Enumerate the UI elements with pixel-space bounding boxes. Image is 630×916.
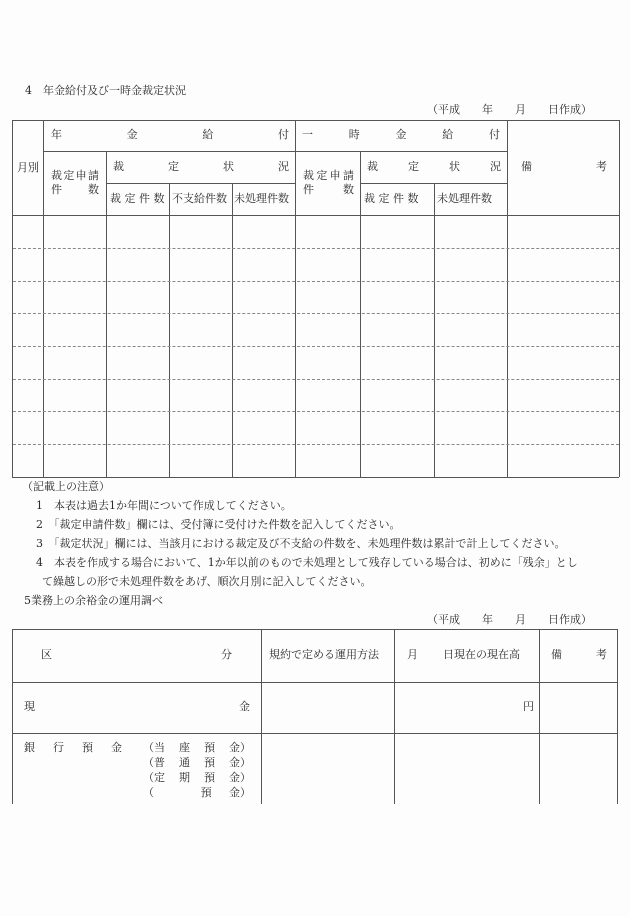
note-item-1: 1 本表は過去1か年間について作成してください。 xyxy=(36,499,292,512)
header-pension: 年 金 給 付 xyxy=(51,128,289,141)
header-remarks: 備 考 xyxy=(521,160,607,173)
row-cash-label: 現 金 xyxy=(24,700,250,713)
section4-date-line: （平成 年 月 日作成） xyxy=(427,103,592,116)
header-decided: 裁 定 件 数 xyxy=(110,192,165,205)
header-apply-count: 裁 定 申 請 xyxy=(51,169,99,182)
note-item-4: 4 本表を作成する場合において、1か年以前のもので未処理として残存している場合は、初めに「残余」とし xyxy=(36,556,578,569)
header-status: 裁 定 状 況 xyxy=(113,160,289,173)
note-item-2: 2 「裁定申請件数」欄には、受付簿に受付けた件数を記入してください。 xyxy=(36,518,401,531)
header-balance-month: 月 xyxy=(407,648,418,661)
bank-type-ordinary: （普 通 預 金） xyxy=(143,756,251,769)
header-lump-sum: 一 時 金 給 付 xyxy=(302,128,500,141)
section5-title: 5業務上の余裕金の運用調べ xyxy=(24,594,163,607)
header-method: 規約で定める運用方法 xyxy=(269,648,379,661)
header-month: 月別 xyxy=(17,161,39,174)
header-lump-status: 裁 定 状 況 xyxy=(367,160,501,173)
header-category: 区 分 xyxy=(41,648,232,661)
bank-type-other: （ 預 金） xyxy=(143,786,251,799)
header-lump-pending: 未処理件数 xyxy=(437,192,492,205)
notes-heading: （記載上の注意） xyxy=(22,480,110,493)
header-lump-apply-count: 裁 定 申 請 xyxy=(303,169,354,182)
header-pending: 未処理件数 xyxy=(234,192,289,205)
note-item-4-cont: て繰越しの形で未処理件数をあげ、順次月別に記入してください。 xyxy=(42,575,372,588)
header-lump-decided: 裁 定 件 数 xyxy=(364,192,419,205)
row-bank-label: 銀 行 預 金 xyxy=(24,741,122,754)
bank-type-fixed: （定 期 預 金） xyxy=(143,771,251,784)
header-apply-count-2: 件 数 xyxy=(51,183,99,196)
header-not-paid: 不支給件数 xyxy=(172,192,227,205)
section4-title: 4 年金給付及び一時金裁定状況 xyxy=(25,84,186,97)
yen-unit: 円 xyxy=(523,700,534,713)
section5-date-line: （平成 年 月 日作成） xyxy=(427,613,592,626)
bank-type-current: （当 座 預 金） xyxy=(143,741,251,754)
header-balance-rest: 日現在の現在高 xyxy=(443,648,520,661)
header-remarks-5: 備 考 xyxy=(551,648,607,661)
header-lump-apply-count-2: 件 数 xyxy=(303,183,354,196)
note-item-3: 3 「裁定状況」欄には、当該月における裁定及び不支給の件数を、未処理件数は累計で計上してください。 xyxy=(36,537,566,550)
